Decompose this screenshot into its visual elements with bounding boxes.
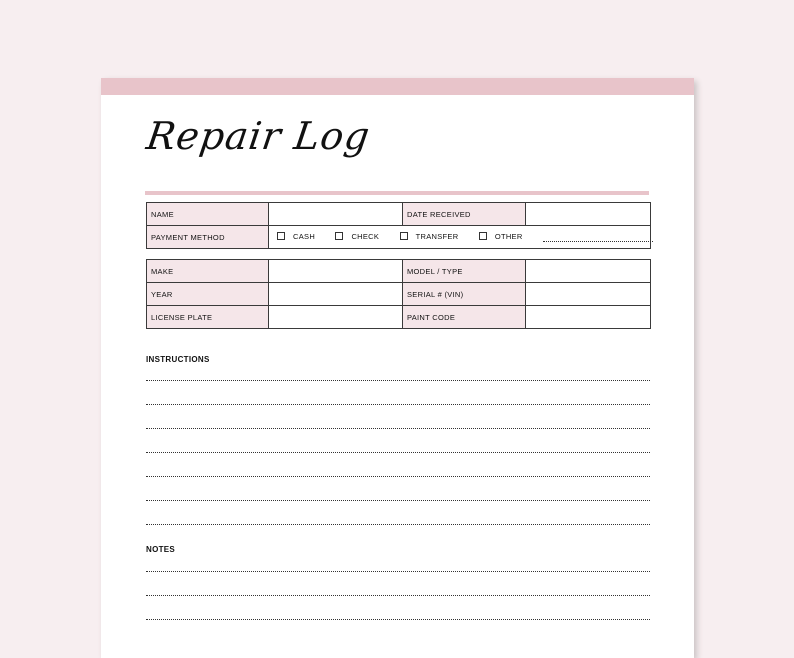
notes-heading: NOTES — [146, 545, 176, 554]
year-label: YEAR — [147, 283, 269, 306]
payment-option-check[interactable] — [335, 232, 379, 241]
payment-option-transfer[interactable] — [400, 232, 459, 241]
other-write-line[interactable] — [543, 234, 653, 242]
serial-vin-label: SERIAL # (VIN) — [403, 283, 526, 306]
instructions-line[interactable] — [146, 524, 650, 525]
notes-line[interactable] — [146, 619, 650, 620]
notes-line[interactable] — [146, 571, 650, 572]
payment-option-cash[interactable] — [277, 232, 315, 241]
date-received-label: DATE RECEIVED — [403, 203, 526, 226]
other-checkbox[interactable] — [479, 232, 487, 240]
table-row — [147, 226, 651, 249]
payment-method-label: PAYMENT METHOD — [147, 226, 269, 249]
instructions-heading: INSTRUCTIONS — [146, 355, 210, 364]
cash-checkbox[interactable] — [277, 232, 285, 240]
make-field[interactable] — [269, 260, 403, 283]
table-row — [147, 203, 651, 226]
customer-table — [146, 202, 651, 249]
instructions-line[interactable] — [146, 476, 650, 477]
instructions-line[interactable] — [146, 380, 650, 381]
cash-label: CASH — [293, 231, 316, 241]
payment-option-other[interactable] — [479, 232, 523, 241]
header-accent-bar — [101, 78, 694, 95]
table-row — [147, 283, 651, 306]
check-checkbox[interactable] — [335, 232, 343, 240]
license-plate-field[interactable] — [269, 306, 403, 329]
model-type-label: MODEL / TYPE — [403, 260, 526, 283]
make-label: MAKE — [147, 260, 269, 283]
instructions-line[interactable] — [146, 452, 650, 453]
year-field[interactable] — [269, 283, 403, 306]
model-type-field[interactable] — [526, 260, 651, 283]
check-label: CHECK — [351, 231, 380, 241]
serial-vin-field[interactable] — [526, 283, 651, 306]
title-divider — [145, 191, 649, 195]
page-title: Repair Log — [143, 114, 374, 158]
notes-line[interactable] — [146, 595, 650, 596]
name-field[interactable] — [269, 203, 403, 226]
instructions-line[interactable] — [146, 500, 650, 501]
transfer-label: TRANSFER — [415, 231, 459, 241]
repair-log-sheet — [101, 78, 694, 658]
date-received-field[interactable] — [526, 203, 651, 226]
vehicle-table — [146, 259, 651, 329]
instructions-line[interactable] — [146, 428, 650, 429]
name-label: NAME — [147, 203, 269, 226]
license-plate-label: LICENSE PLATE — [147, 306, 269, 329]
paint-code-label: PAINT CODE — [403, 306, 526, 329]
table-row — [147, 260, 651, 283]
paint-code-field[interactable] — [526, 306, 651, 329]
payment-options — [269, 226, 651, 249]
instructions-line[interactable] — [146, 404, 650, 405]
table-row — [147, 306, 651, 329]
other-label: OTHER — [494, 231, 523, 241]
transfer-checkbox[interactable] — [400, 232, 408, 240]
